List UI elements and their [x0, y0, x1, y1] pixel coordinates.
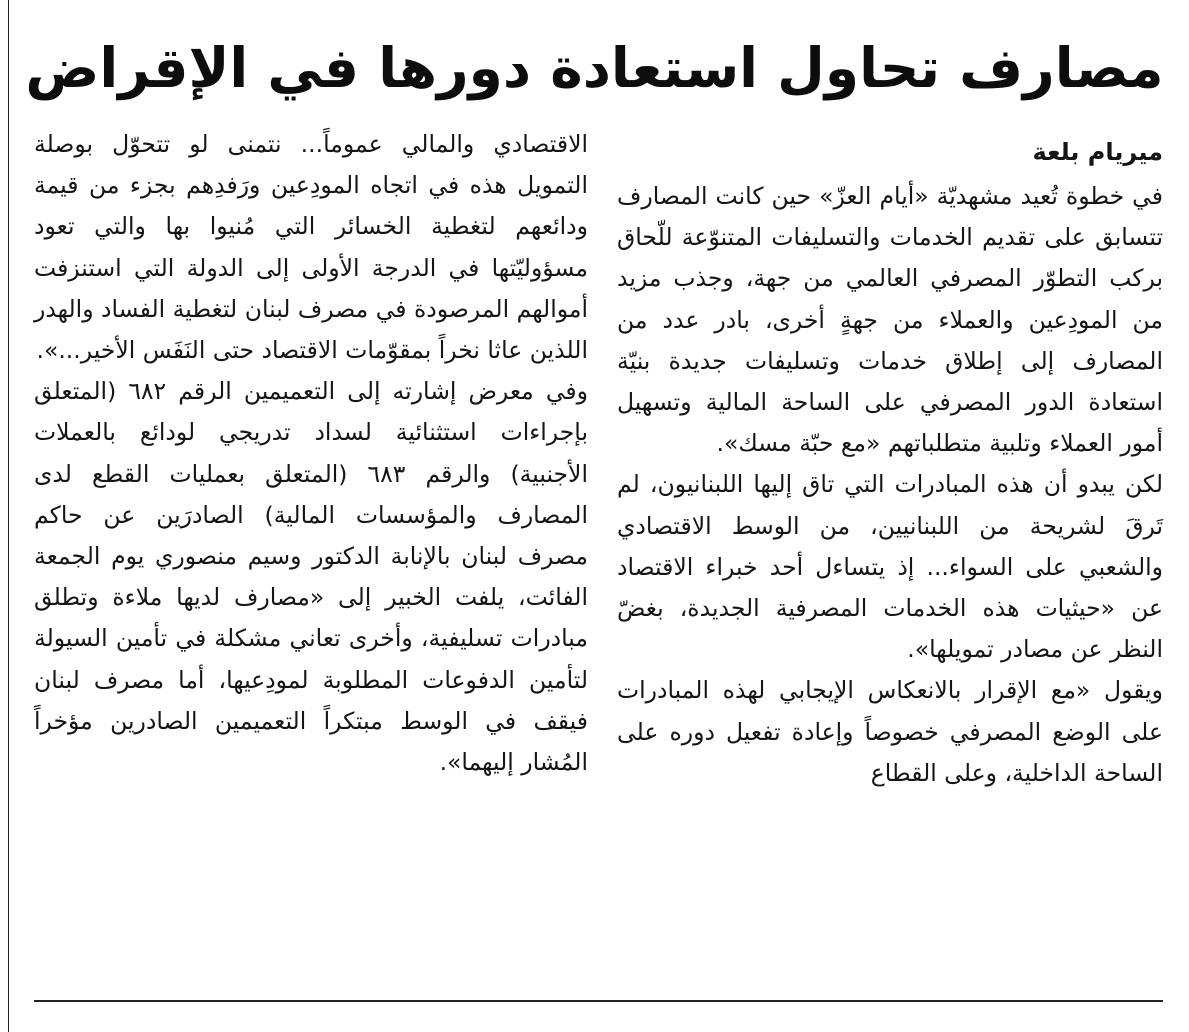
paragraph-continuation: الاقتصادي والمالي عموماً... نتمنى لو تتحوّل بوصلة التمويل هذه في اتجاه المودِعين ورَفدِهم بجزء من قيمة ودائعهم لتغطية الخسائر التي مُنيوا بها والتي تعود مسؤوليّتها في الدرجة الأولى إلى الدولة التي استنزفت أموالهم المرصودة في مصرف لبنان لتغطية الفساد والهدر اللذين عاثا نخراً بمقوّمات الاقتصاد حتى النَفَس الأخير...». [34, 130, 588, 365]
left-column-rule [8, 0, 9, 1032]
article-headline: مصارف تحاول استعادة دورها في الإقراض [25, 36, 1164, 100]
paragraph-initiatives: لكن يبدو أن هذه المبادرات التي تاق إليها اللبنانيون، لم تَرقَ لشريحة من اللبنانيين، من الوسط الاقتصادي والشعبي على السواء... إذ يتساءل أحد خبراء الاقتصاد عن «حيثيات هذه الخدمات المصرفية الجديدة، بغضّ النظر عن مصادر تمويلها». [617, 470, 1163, 664]
paragraph-expert-quote: ويقول «مع الإقرار بالانعكاس الإيجابي لهذه المبادرات على الوضع المصرفي خصوصاً وإعادة تفعيل دوره على الساحة الداخلية، وعلى القطاع [617, 676, 1163, 787]
article-byline: ميريام بلعة [1032, 138, 1163, 166]
bottom-divider [34, 1000, 1163, 1002]
paragraph-intro: في خطوة تُعيد مشهديّة «أيام العزّ» حين كانت المصارف تتسابق على تقديم الخدمات والتسليفات المتنوّعة للّحاق بركب التطوّر المصرفي العالمي من جهة، وجذب مزيد من المودِعين والعملاء من جهةٍ أخرى، بادر عدد من المصارف إلى إطلاق خدمات وتسليفات جديدة بنيّة استعادة الدور المصرفي على الساحة المالية وتسهيل أمور العملاء وتلبية متطلباتهم «مع حبّة مسك». [617, 182, 1163, 458]
paragraph-circulars: وفي معرض إشارته إلى التعميمين الرقم ٦٨٢ (المتعلق بإجراءات استثنائية لسداد تدريجي لودائع بالعملات الأجنبية) والرقم ٦٨٣ (المتعلق بعمليات القطع لدى المصارف والمؤسسات المالية) الصادرَين عن حاكم مصرف لبنان بالإنابة الدكتور وسيم منصوري يوم الجمعة الفائت، يلفت الخبير إلى «مصارف لديها ملاءة وتطلق مبادرات تسليفية، وأخرى تعاني مشكلة في تأمين السيولة لتأمين الدفوعات المطلوبة لمودِعيها، أما مصرف لبنان فيقف في الوسط مبتكراً التعميمين الصادرين مؤخراً المُشار إليهما». [34, 377, 588, 777]
right-text-column [617, 128, 1163, 794]
left-text-column [34, 124, 588, 783]
